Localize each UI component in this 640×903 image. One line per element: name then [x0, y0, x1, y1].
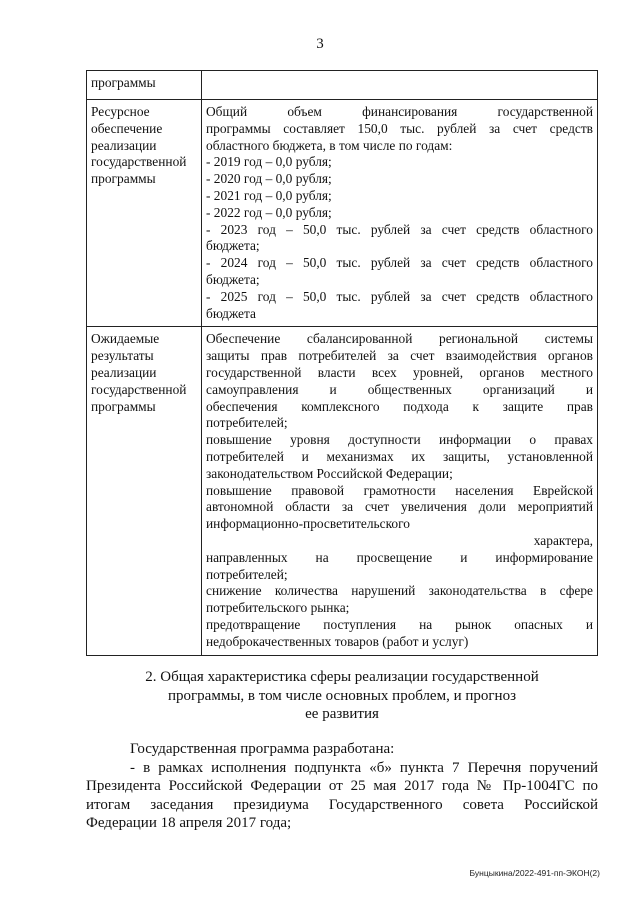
content-line: потребителей; [206, 566, 288, 582]
content-line: областного бюджета, в том числе по годам: [206, 137, 453, 153]
table-row [87, 327, 598, 655]
program-passport-table [86, 70, 598, 656]
body-line: Федерации 18 апреля 2017 года; [86, 815, 292, 831]
content-line: Общий объем финансирования государственной [206, 104, 593, 119]
content-line: программы составляет 150,0 тыс. рублей за счет средств [206, 120, 593, 136]
row-label-resources [87, 100, 202, 327]
label-line: реализации [91, 137, 157, 153]
label-line: Ресурсное [91, 104, 150, 119]
content-line: бюджета [206, 305, 256, 321]
row-content-results [202, 327, 598, 655]
content-line: снижение количества нарушений законодательства в сфере [206, 583, 593, 599]
content-line: - 2020 год – 0,0 рубля; [206, 171, 332, 187]
content-line: бюджета; [206, 271, 260, 287]
document-footer-code: Бунцыкина/2022-491-пп-ЭКОН(2) [469, 868, 600, 878]
label-line: обеспечение [91, 120, 163, 136]
content-line: - 2021 год – 0,0 рубля; [206, 187, 332, 203]
content-line: - 2024 год – 50,0 тыс. рублей за счет средств областного [206, 255, 593, 271]
content-line: - 2025 год – 50,0 тыс. рублей за счет средств областного [206, 288, 593, 304]
label-line: результаты [91, 348, 154, 364]
content-line: Обеспечение сбалансированной региональной системы [206, 331, 593, 347]
content-line: предотвращение поступления на рынок опасных и [206, 616, 593, 632]
content-line: - 2022 год – 0,0 рубля; [206, 204, 332, 220]
body-line: - в рамках исполнения подпункта «б» пункта 7 Перечня поручений [130, 759, 598, 776]
row-label-results [87, 327, 202, 655]
body-line: Президента Российской Федерации от 25 мая 2017 года № Пр-1004ГС по [86, 778, 598, 794]
label-line: государственной [91, 381, 187, 397]
row-content-empty [202, 71, 598, 100]
content-line: самоуправления и общественных организаций и [206, 381, 593, 397]
content-line: - 2019 год – 0,0 рубля; [206, 154, 332, 170]
label-line: программы [91, 171, 156, 187]
table-row [87, 71, 598, 100]
heading-line: 2. Общая характеристика сферы реализации государственной [145, 669, 539, 685]
row-label: программы [87, 71, 202, 100]
label-line: реализации [91, 364, 157, 380]
page-number: 3 [316, 36, 324, 52]
content-line: информационно-просветительского [206, 516, 410, 532]
content-line: законодательством Российской Федерации; [206, 465, 453, 481]
content-line: потребителей; [206, 415, 288, 431]
content-line: бюджета; [206, 238, 260, 254]
content-line: - 2023 год – 50,0 тыс. рублей за счет средств областного [206, 221, 593, 237]
content-line: обеспечения комплексного подхода к защите прав [206, 398, 593, 414]
heading-line: программы, в том числе основных проблем, и прогноз [168, 687, 516, 704]
label-line: государственной [91, 154, 187, 170]
content-line: защиты прав потребителей за счет взаимодействия органов [206, 348, 593, 364]
body-intro: Государственная программа разработана: [130, 741, 395, 757]
body-paragraph [86, 740, 598, 833]
label-line: Ожидаемые [91, 331, 160, 347]
content-line: потребителей и механизмах их защиты, установленной [206, 448, 593, 464]
row-content-resources [202, 100, 598, 327]
content-line: автономной области за счет увеличения доли мероприятий [206, 499, 593, 515]
heading-line: ее развития [305, 706, 379, 722]
content-line: потребительского рынка; [206, 600, 350, 616]
content-line: повышение правовой грамотности населения Еврейской [206, 482, 593, 498]
content-line: недоброкачественных товаров (работ и услуг) [206, 633, 469, 649]
body-line: итогам заседания президиума Государственного совета Российской [86, 796, 598, 813]
content-line: государственной власти всех уровней, органов местного [206, 364, 593, 380]
content-line: характера, [533, 532, 593, 548]
table-row [87, 100, 598, 327]
content-line: повышение уровня доступности информации о правах [206, 432, 593, 448]
section-heading [86, 668, 598, 724]
content-line: направленных на просвещение и информирование [206, 549, 593, 565]
label-line: программы [91, 398, 156, 414]
